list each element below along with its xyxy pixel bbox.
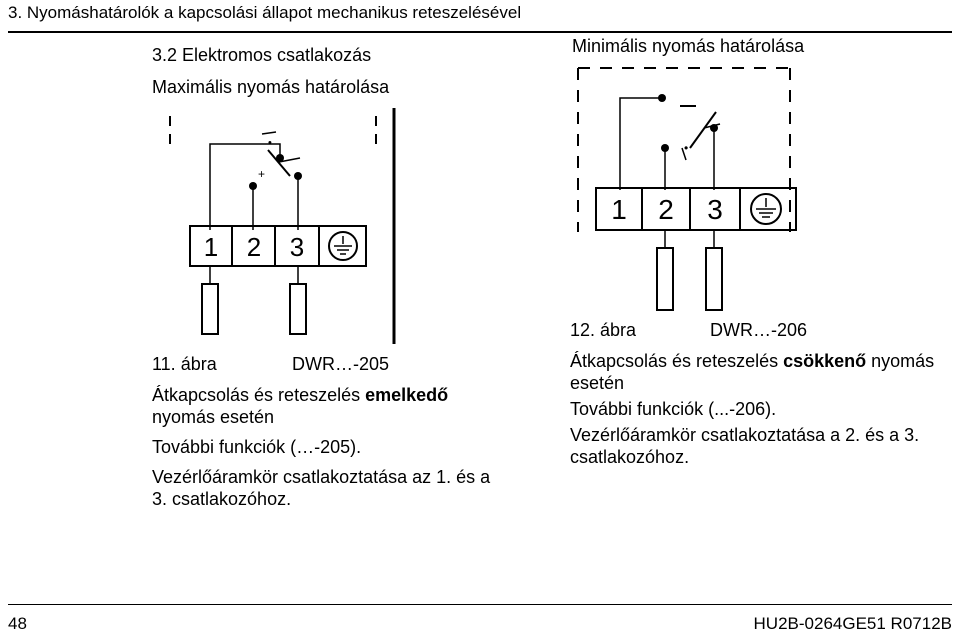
further-functions: További funkciók (...-206). [570, 399, 777, 419]
switching-description: Átkapcsolás és reteszelés emelkedő nyomás esetén [152, 385, 449, 427]
svg-text:+: + [258, 167, 266, 181]
figure-description-11 [152, 384, 502, 510]
document-code: HU2B-0264GE51 R0712B [753, 614, 952, 633]
terminal-label: 1 [203, 232, 219, 262]
figure-number: 12. ábra [570, 320, 637, 340]
figure-caption-11 [152, 354, 389, 375]
switching-description: Átkapcsolás és reteszelés csökkenő nyomás esetén [570, 351, 935, 393]
section-title: 3.2 Elektromos csatlakozás [152, 45, 372, 65]
page-number: 48 [8, 614, 27, 633]
further-functions: További funkciók (…-205). [152, 437, 362, 457]
svg-text:•: • [684, 141, 689, 155]
terminal-label: 3 [289, 232, 305, 262]
model-code: DWR…-206 [710, 320, 808, 340]
figure-description-12 [570, 350, 940, 468]
page-header-title: 3. Nyomáshatárolók a kapcsolási állapot mechanikus reteszelésével [8, 3, 522, 22]
model-code: DWR…-205 [292, 354, 390, 374]
footer-rule [8, 604, 952, 605]
max-pressure-heading: Maximális nyomás határolása [152, 77, 390, 97]
terminal-label: 1 [611, 194, 627, 225]
terminal-label: 3 [707, 194, 723, 225]
wiring-instruction: Vezérlőáramkör csatlakoztatása az 1. és a 3. csatlakozóhoz. [152, 467, 491, 509]
figure-caption-12 [570, 320, 807, 341]
figure-number: 11. ábra [152, 354, 217, 374]
terminal-label: 2 [246, 232, 262, 262]
terminal-label: 2 [658, 194, 674, 225]
svg-text:•: • [268, 137, 272, 149]
wiring-instruction: Vezérlőáramkör csatlakoztatása a 2. és a 3. csatlakozóhoz. [570, 425, 920, 467]
min-pressure-heading: Minimális nyomás határolása [572, 36, 805, 56]
